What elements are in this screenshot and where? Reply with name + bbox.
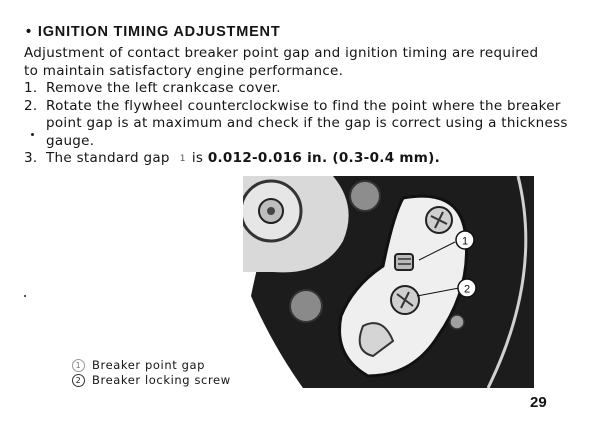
breaker-point-photo xyxy=(243,176,534,388)
step-number: 1. xyxy=(24,80,38,96)
legend-item xyxy=(72,373,231,388)
step-text-pre: The standard gap xyxy=(46,150,170,166)
legend-number-circle: 2 xyxy=(72,374,85,387)
step-2 xyxy=(24,98,569,151)
legend-label: Breaker point gap xyxy=(92,358,206,372)
legend-label: Breaker locking screw xyxy=(92,373,231,387)
step-text: Remove the left crankcase cover. xyxy=(46,80,281,96)
step-number: 3. xyxy=(24,150,38,166)
intro-line-1: Adjustment of contact breaker point gap and ignition timing are required xyxy=(24,45,539,61)
standard-gap-value: 0.012-0.016 in. (0.3-0.4 mm). xyxy=(207,150,441,166)
legend-item xyxy=(72,358,231,373)
flywheel-hole xyxy=(290,290,322,322)
gap-reference-marker: 1 xyxy=(179,154,186,164)
scan-speck xyxy=(24,295,26,297)
intro-line-2: to maintain satisfactory engine performance. xyxy=(24,62,344,79)
step-1 xyxy=(24,80,569,98)
callout-1-label: 1 xyxy=(461,235,469,248)
step-text-line-2: point gap is at maximum and check if the gap is correct using a thickness xyxy=(46,115,568,131)
figure-legend xyxy=(72,358,231,388)
legend-number-circle: 1 xyxy=(72,359,85,372)
intro-paragraph xyxy=(24,45,569,80)
callout-2-label: 2 xyxy=(463,283,471,296)
scan-speck xyxy=(31,133,34,136)
step-text-line-1: Rotate the flywheel counterclockwise to find the point where the breaker xyxy=(46,97,561,114)
section-heading xyxy=(26,24,280,40)
step-3 xyxy=(24,150,569,169)
step-number: 2. xyxy=(24,97,38,114)
step-text-mid: is xyxy=(191,150,204,166)
heading-title: IGNITION TIMING ADJUSTMENT xyxy=(37,24,281,40)
page-number: 29 xyxy=(530,394,547,411)
step-text-line-3: gauge. xyxy=(46,132,95,149)
contact-points xyxy=(395,254,413,270)
flywheel-hole xyxy=(350,181,380,211)
heading-bullet: • xyxy=(26,24,32,40)
steps-list xyxy=(24,80,569,169)
